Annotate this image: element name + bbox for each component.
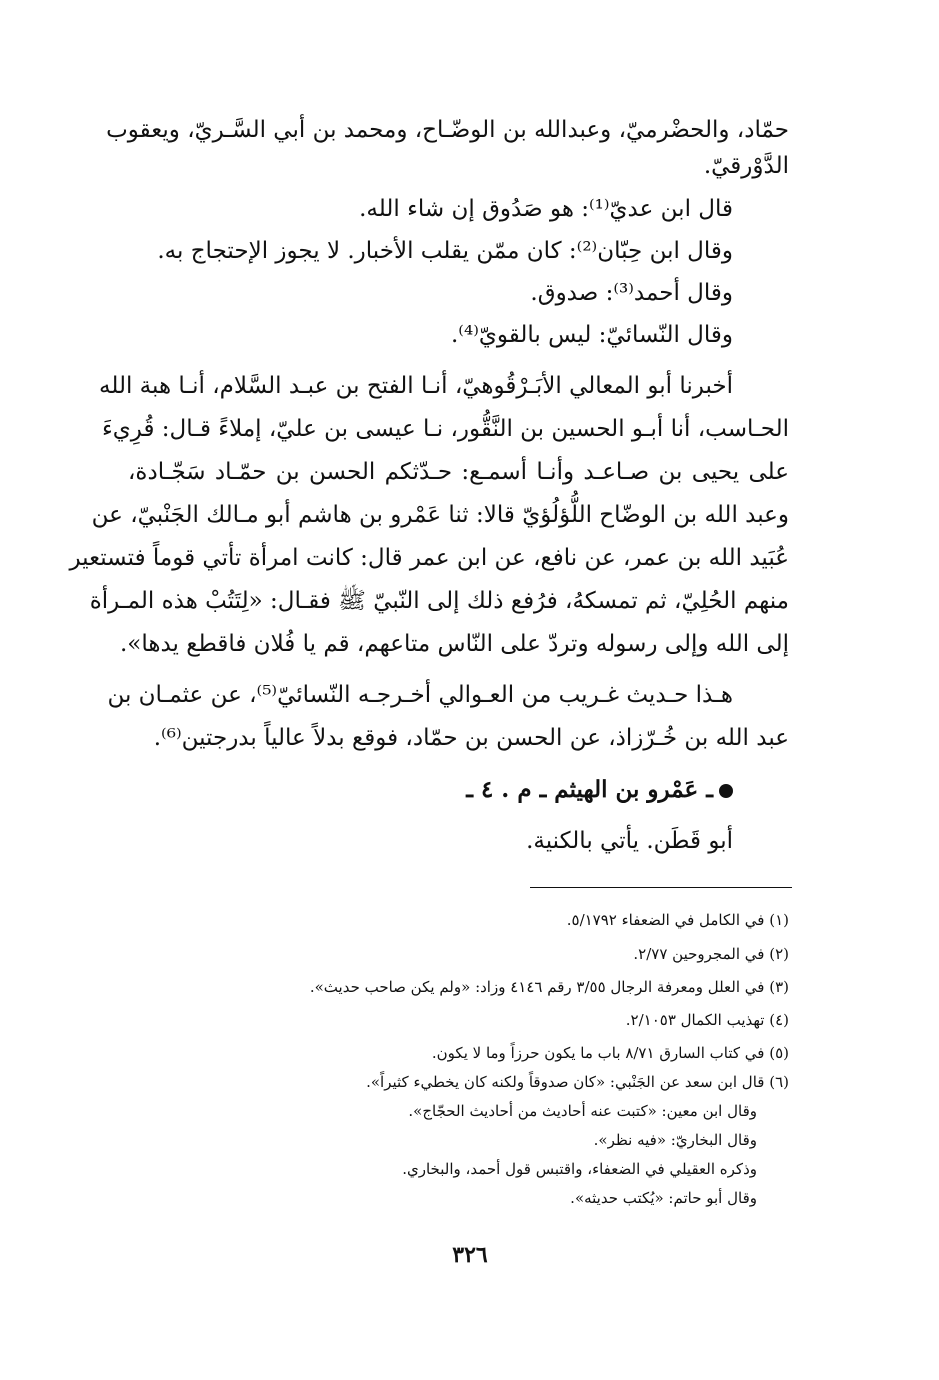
bullet-icon [719, 784, 733, 798]
footnote: (٦) قال ابن سعد عن الجَنْبي: «كان صدوقاً ولكنه كان يخطيء كثيراً». [366, 1073, 789, 1091]
entry-heading [466, 772, 733, 808]
body-line: الحـاسب، أنا أبـو الحسين بن النَّقُّور، نـا عيسى بن عليّ، إملاءً قـال: قُرِيءَ [101, 416, 789, 442]
body-line: أخبرنا أبو المعالي الأبَـرْقُوهيّ، أنـا الفتح بن عبـد السَّلام، أنـا هبة الله [99, 373, 733, 399]
body-line: وقال النّسائيّ: ليس بالقويّ⁽⁴⁾. [451, 322, 733, 348]
page-number: ٣٢٦ [452, 1242, 488, 1268]
body-line: وقال ابن حِبّان⁽²⁾: كان ممّن يقلب الأخبار. لا يجوز الإحتجاج به. [157, 238, 733, 264]
footnote: (٣) في العلل ومعرفة الرجال ٣/٥٥ رقم ٤١٤٦ وزاد: «ولم يكن صاحب حديث». [309, 978, 789, 996]
body-line: وقال أحمد⁽³⁾: صدوق. [530, 280, 733, 306]
footnote-separator [530, 887, 792, 888]
body-line: حمّاد، والحضْرميّ، وعبدالله بن الوضّـاح، ومحمد بن أبي السَّـريّ، ويعقوب [106, 117, 789, 143]
footnote-continuation: وقال أبو حاتم: «يُكتب حديثه». [570, 1189, 757, 1207]
footnote-continuation: وقال البخاريّ: «فيه نظر». [593, 1131, 757, 1149]
footnote: (١) في الكامل في الضعفاء ٥/١٧٩٢. [566, 911, 789, 929]
footnote-continuation: وقال ابن معين: «كتبت عنه أحاديث من أحاديث الحجّاج». [408, 1102, 757, 1120]
footnote: (٢) في المجروحين ٢/٧٧. [633, 945, 789, 963]
body-line: قال ابن عديّ⁽¹⁾: هو صَدُوق إن شاء الله. [359, 196, 733, 222]
body-line: هـذا حـديث غـريب من العـوالي أخـرجـه النّسائيّ⁽⁵⁾، عن عثمـان بن [107, 682, 733, 708]
body-line: منهم الحُلِيّ، ثم تمسكهُ، فرُفع ذلك إلى النّبيّ ﷺ فقـال: «لِتَتُبْ هذه المـرأة [89, 588, 789, 614]
footnote-continuation: وذكره العقيلي في الضعفاء، واقتبس قول أحمد، والبخاري. [402, 1160, 757, 1178]
entry-text: أبو قَطَن. يأتي بالكنية. [526, 828, 733, 854]
body-line: الدَّوْرقيّ. [703, 153, 789, 179]
body-line: على يحيى بن صـاعـد وأنـا أسمـع: حـدّثكم الحسن بن حمّـاد سَجّـادة، [128, 459, 789, 485]
body-line: عُبَيد الله بن عمر، عن نافع، عن ابن عمر قال: كانت امرأة تأتي قوماً فتستعير [69, 545, 789, 571]
body-line: إلى الله وإلى رسوله وتردّ على النّاس متاعهم، قم يا فُلان فاقطع يدها». [119, 631, 789, 657]
footnote: (٤) تهذيب الكمال ٢/١٠٥٣. [625, 1011, 789, 1029]
entry-heading-text: ـ عَمْرو بن الهيثم ـ م . ٤ ـ [466, 776, 713, 803]
body-line: عبد الله بن خُـرّزاذ، عن الحسن بن حمّاد، فوقع بدلاً عالياً بدرجتين⁽⁶⁾. [153, 725, 789, 751]
footnote: (٥) في كتاب السارق ٨/٧١ باب ما يكون حرزاً وما لا يكون. [431, 1044, 789, 1062]
body-line: وعبد الله بن الوضّاح اللُّؤلُؤيّ قالا: ثنا عَمْرو بن هاشم أبو مـالك الجَنْبيّ، عن [91, 502, 789, 528]
